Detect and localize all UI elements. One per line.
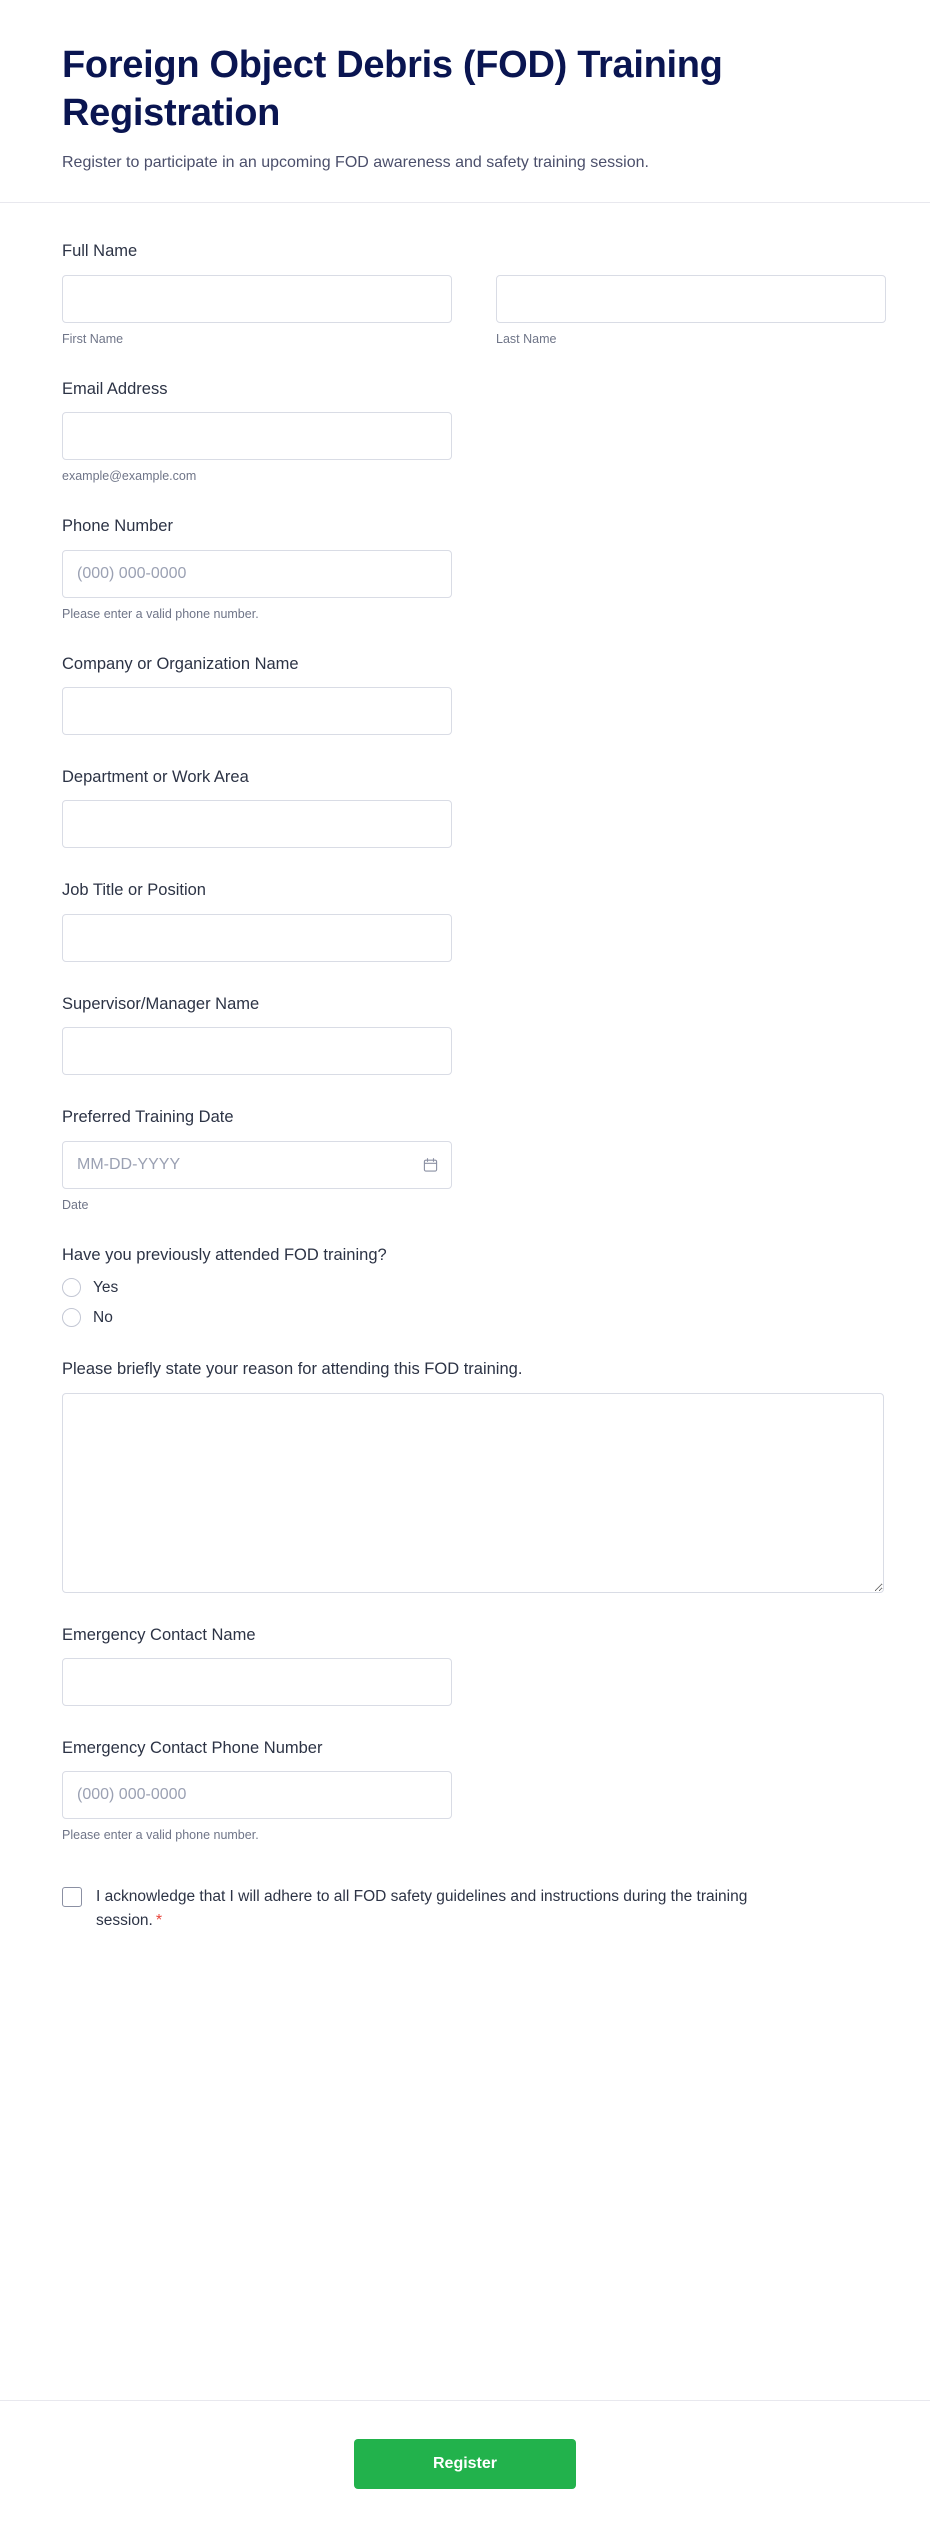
last-name-input[interactable] — [496, 275, 886, 323]
job-title-label: Job Title or Position — [62, 881, 206, 900]
field-full-name — [62, 241, 868, 346]
acknowledgement-text: I acknowledge that I will adhere to all FOD safety guidelines and instructions during the training session. — [96, 1888, 748, 1929]
department-label: Department or Work Area — [62, 767, 249, 786]
reason-label: Please briefly state your reason for attending this FOD training. — [62, 1360, 523, 1379]
training-date-wrapper — [62, 1141, 452, 1189]
form-body — [0, 203, 930, 2400]
field-supervisor — [62, 994, 868, 1075]
emergency-contact-phone-sub-label: Please enter a valid phone number. — [62, 1828, 259, 1843]
job-title-input[interactable] — [62, 914, 452, 962]
first-name-sub-label: First Name — [62, 331, 124, 346]
field-previous-training — [62, 1245, 868, 1327]
last-name-sub-label: Last Name — [496, 331, 557, 346]
full-name-row — [62, 275, 868, 347]
form-header — [0, 0, 930, 203]
reason-textarea[interactable] — [62, 1393, 884, 1593]
phone-input[interactable] — [62, 550, 452, 598]
phone-label: Phone Number — [62, 517, 173, 536]
supervisor-input[interactable] — [62, 1027, 452, 1075]
acknowledgement-checkbox[interactable] — [62, 1887, 82, 1907]
phone-sub-label: Please enter a valid phone number. — [62, 606, 259, 621]
email-label: Email Address — [62, 379, 168, 398]
page-subtitle: Register to participate in an upcoming FOD awareness and safety training session. — [62, 154, 649, 171]
acknowledgement-text-wrapper — [96, 1885, 776, 1932]
field-training-date — [62, 1107, 868, 1212]
first-name-input[interactable] — [62, 275, 452, 323]
supervisor-label: Supervisor/Manager Name — [62, 994, 260, 1013]
field-emergency-contact-name — [62, 1625, 868, 1706]
emergency-contact-phone-input[interactable] — [62, 1771, 452, 1819]
field-job-title — [62, 880, 868, 961]
page-title: Foreign Object Debris (FOD) Training Registration — [62, 44, 723, 134]
department-input[interactable] — [62, 800, 452, 848]
emergency-contact-phone-label: Emergency Contact Phone Number — [62, 1739, 323, 1757]
emergency-contact-name-input[interactable] — [62, 1658, 452, 1706]
company-label: Company or Organization Name — [62, 654, 299, 673]
emergency-contact-name-label: Emergency Contact Name — [62, 1625, 256, 1644]
radio-option-yes[interactable] — [62, 1278, 868, 1297]
field-email — [62, 379, 868, 484]
register-button[interactable]: Register — [354, 2439, 576, 2489]
field-department — [62, 767, 868, 848]
field-emergency-contact-phone — [62, 1738, 868, 1843]
training-date-label: Preferred Training Date — [62, 1108, 234, 1127]
training-date-sub-label: Date — [62, 1197, 89, 1212]
radio-label-no: No — [93, 1308, 113, 1326]
radio-circle-no[interactable] — [62, 1308, 81, 1327]
acknowledgement-row[interactable] — [62, 1885, 868, 1932]
field-company — [62, 654, 868, 735]
full-name-label: Full Name — [62, 242, 138, 261]
company-input[interactable] — [62, 687, 452, 735]
form-footer — [0, 2400, 930, 2535]
previous-training-label: Have you previously attended FOD training? — [62, 1245, 387, 1264]
email-sub-label: example@example.com — [62, 469, 197, 484]
first-name-group — [62, 275, 452, 347]
radio-circle-yes[interactable] — [62, 1278, 81, 1297]
radio-option-no[interactable] — [62, 1308, 868, 1327]
field-reason — [62, 1359, 868, 1592]
email-input[interactable] — [62, 412, 452, 460]
field-phone — [62, 516, 868, 621]
required-marker: * — [155, 1911, 163, 1929]
training-date-input[interactable] — [62, 1141, 452, 1189]
radio-label-yes: Yes — [93, 1278, 119, 1296]
last-name-group — [496, 275, 886, 347]
